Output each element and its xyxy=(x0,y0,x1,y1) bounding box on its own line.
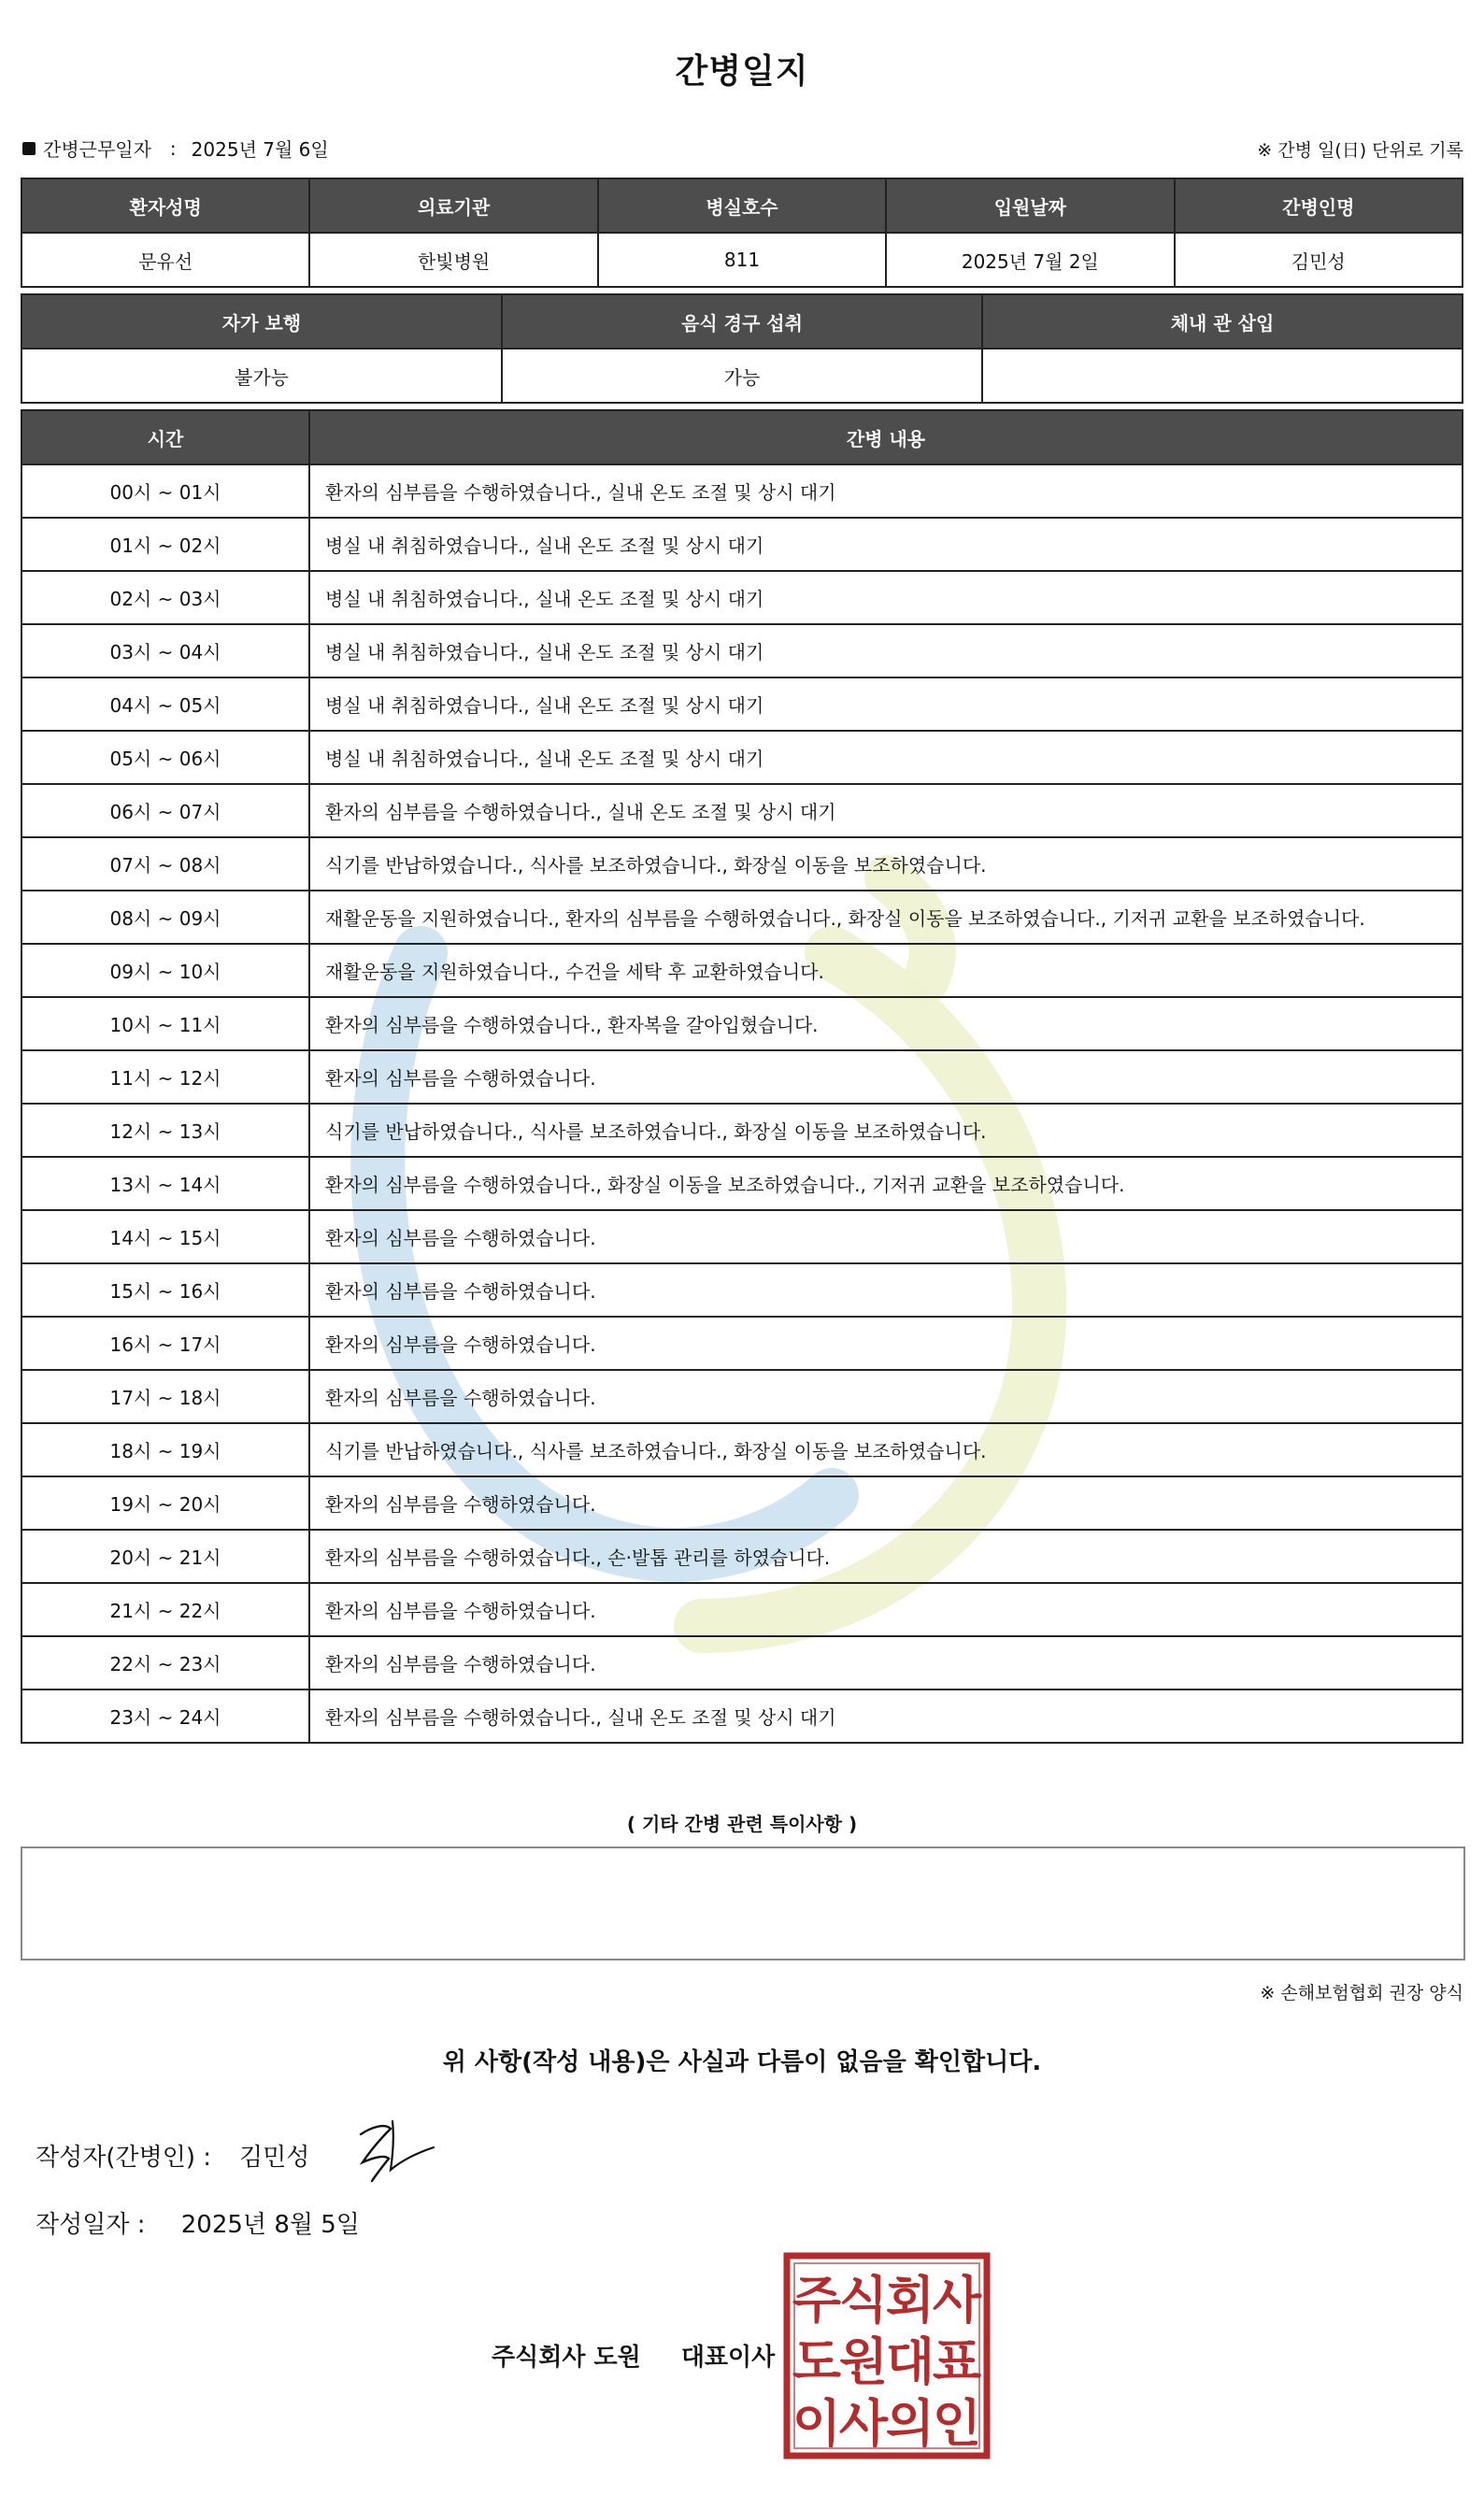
confirmation-statement: 위 사항(작성 내용)은 사실과 다름이 없음을 확인합니다. xyxy=(442,2048,1042,2076)
log-content-cell: 식기를 반납하였습니다., 식사를 보조하였습니다., 화장실 이동을 보조하였습니다. xyxy=(309,1423,1463,1476)
log-content-cell: 환자의 심부름을 수행하였습니다. xyxy=(309,1583,1463,1636)
stamp-character: 도 xyxy=(792,2332,842,2391)
log-content-cell: 환자의 심부름을 수행하였습니다., 실내 온도 조절 및 상시 대기 xyxy=(309,784,1463,837)
daily-record-note: ※ 간병 일(日) 단위로 기록 xyxy=(1257,140,1463,161)
log-time-cell: 22시 ~ 23시 xyxy=(21,1636,309,1689)
work-date-colon: : xyxy=(169,136,177,160)
tube-insertion-value xyxy=(982,349,1463,403)
stamp-character: 사 xyxy=(932,2271,982,2330)
log-content-cell: 병실 내 취침하였습니다., 실내 온도 조절 및 상시 대기 xyxy=(309,677,1463,731)
table-row xyxy=(21,1210,1463,1263)
log-time-cell: 13시 ~ 14시 xyxy=(21,1157,309,1210)
table-row xyxy=(21,571,1463,624)
table-row xyxy=(21,1050,1463,1104)
work-date-label: 간병근무일자 xyxy=(43,138,151,161)
header-patient-name: 환자성명 xyxy=(21,178,309,233)
company-line xyxy=(492,2338,775,2373)
signature-icon xyxy=(344,2114,437,2187)
table-row xyxy=(21,1583,1463,1636)
log-time-cell: 03시 ~ 04시 xyxy=(21,624,309,677)
log-time-cell: 09시 ~ 10시 xyxy=(21,944,309,997)
work-date xyxy=(22,135,329,162)
log-content-cell: 환자의 심부름을 수행하였습니다. xyxy=(309,1476,1463,1530)
patient-info-header-row xyxy=(21,178,1463,233)
special-notes-box xyxy=(21,1846,1465,1960)
writer-line xyxy=(36,2138,309,2173)
log-content-cell: 환자의 심부름을 수행하였습니다., 실내 온도 조절 및 상시 대기 xyxy=(309,1689,1463,1743)
log-content-cell: 환자의 심부름을 수행하였습니다., 환자복을 갈아입혔습니다. xyxy=(309,997,1463,1050)
header-time: 시간 xyxy=(21,410,309,464)
stamp-character: 대 xyxy=(885,2332,935,2391)
log-header-row xyxy=(21,410,1463,464)
stamp-character: 사 xyxy=(838,2394,889,2453)
table-row xyxy=(21,1263,1463,1317)
stamp-character: 식 xyxy=(838,2271,889,2330)
log-time-cell: 21시 ~ 22시 xyxy=(21,1583,309,1636)
log-time-cell: 06시 ~ 07시 xyxy=(21,784,309,837)
log-time-cell: 14시 ~ 15시 xyxy=(21,1210,309,1263)
table-row xyxy=(21,464,1463,518)
log-time-cell: 08시 ~ 09시 xyxy=(21,891,309,944)
log-content-cell: 환자의 심부름을 수행하였습니다. xyxy=(309,1317,1463,1370)
company-representative-title: 대표이사 xyxy=(680,2344,776,2372)
stamp-character: 원 xyxy=(838,2332,889,2391)
log-content-cell: 환자의 심부름을 수행하였습니다., 손·발톱 관리를 하였습니다. xyxy=(309,1530,1463,1583)
header-caregiver-name: 간병인명 xyxy=(1175,178,1463,233)
notes-title: ( 기타 간병 관련 특이사항 ) xyxy=(626,1813,858,1835)
table-row xyxy=(21,1104,1463,1157)
log-content-cell: 환자의 심부름을 수행하였습니다. xyxy=(309,1636,1463,1689)
log-time-cell: 07시 ~ 08시 xyxy=(21,837,309,891)
patient-info-table xyxy=(21,178,1463,288)
table-row xyxy=(21,1370,1463,1423)
table-row xyxy=(21,891,1463,944)
log-time-cell: 10시 ~ 11시 xyxy=(21,997,309,1050)
log-time-cell: 01시 ~ 02시 xyxy=(21,518,309,571)
table-row xyxy=(21,784,1463,837)
header-institution: 의료기관 xyxy=(309,178,597,233)
log-content-cell: 식기를 반납하였습니다., 식사를 보조하였습니다., 화장실 이동을 보조하였습니다. xyxy=(309,1104,1463,1157)
table-row xyxy=(21,1530,1463,1583)
writer-label: 작성자(간병인) : xyxy=(36,2144,212,2172)
log-content-cell: 병실 내 취침하였습니다., 실내 온도 조절 및 상시 대기 xyxy=(309,571,1463,624)
header-self-walking: 자가 보행 xyxy=(21,294,502,349)
table-row xyxy=(21,1689,1463,1743)
stamp-character: 표 xyxy=(932,2332,982,2391)
hourly-care-log-table xyxy=(21,409,1463,1744)
log-time-cell: 16시 ~ 17시 xyxy=(21,1317,309,1370)
stamp-character: 인 xyxy=(932,2394,982,2453)
page-title: 간병일지 xyxy=(675,52,809,91)
log-time-cell: 17시 ~ 18시 xyxy=(21,1370,309,1423)
log-time-cell: 15시 ~ 16시 xyxy=(21,1263,309,1317)
header-care-content: 간병 내용 xyxy=(309,410,1463,464)
log-content-cell: 재활운동을 지원하였습니다., 환자의 심부름을 수행하였습니다., 화장실 이동을 보조하였습니다., 기저귀 교환을 보조하였습니다. xyxy=(309,891,1463,944)
caregiver-name-value: 김민성 xyxy=(1175,233,1463,287)
log-time-cell: 12시 ~ 13시 xyxy=(21,1104,309,1157)
log-content-cell: 병실 내 취침하였습니다., 실내 온도 조절 및 상시 대기 xyxy=(309,624,1463,677)
header-tube-insertion: 체내 관 삽입 xyxy=(982,294,1463,349)
room-number-value: 811 xyxy=(598,233,886,287)
log-content-cell: 환자의 심부름을 수행하였습니다. xyxy=(309,1263,1463,1317)
log-content-cell: 환자의 심부름을 수행하였습니다. xyxy=(309,1210,1463,1263)
log-time-cell: 18시 ~ 19시 xyxy=(21,1423,309,1476)
log-time-cell: 02시 ~ 03시 xyxy=(21,571,309,624)
table-row xyxy=(21,1636,1463,1689)
log-content-cell: 병실 내 취침하였습니다., 실내 온도 조절 및 상시 대기 xyxy=(309,731,1463,784)
table-row xyxy=(21,624,1463,677)
table-row xyxy=(21,1317,1463,1370)
header-oral-intake: 음식 경구 섭취 xyxy=(502,294,982,349)
log-content-cell: 환자의 심부름을 수행하였습니다. xyxy=(309,1050,1463,1104)
institution-value: 한빛병원 xyxy=(309,233,597,287)
stamp-character: 이 xyxy=(792,2394,842,2453)
work-date-value: 2025년 7월 6일 xyxy=(191,138,329,161)
log-time-cell: 05시 ~ 06시 xyxy=(21,731,309,784)
stamp-character: 회 xyxy=(885,2271,935,2330)
header-room-number: 병실호수 xyxy=(598,178,886,233)
log-content-cell: 재활운동을 지원하였습니다., 수건을 세탁 후 교환하였습니다. xyxy=(309,944,1463,997)
log-time-cell: 04시 ~ 05시 xyxy=(21,677,309,731)
black-square-icon xyxy=(22,142,36,155)
log-content-cell: 환자의 심부름을 수행하였습니다., 실내 온도 조절 및 상시 대기 xyxy=(309,464,1463,518)
write-date-line xyxy=(36,2205,360,2240)
log-content-cell: 식기를 반납하였습니다., 식사를 보조하였습니다., 화장실 이동을 보조하였습니다. xyxy=(309,837,1463,891)
log-content-cell: 병실 내 취침하였습니다., 실내 온도 조절 및 상시 대기 xyxy=(309,518,1463,571)
table-row xyxy=(21,837,1463,891)
stamp-character: 의 xyxy=(885,2394,935,2453)
company-seal-icon xyxy=(783,2252,991,2459)
write-date-value: 2025년 8월 5일 xyxy=(180,2211,360,2239)
log-time-cell: 11시 ~ 12시 xyxy=(21,1050,309,1104)
patient-status-value-row xyxy=(21,349,1463,403)
table-row xyxy=(21,731,1463,784)
log-time-cell: 20시 ~ 21시 xyxy=(21,1530,309,1583)
log-content-cell: 환자의 심부름을 수행하였습니다. xyxy=(309,1370,1463,1423)
log-time-cell: 19시 ~ 20시 xyxy=(21,1476,309,1530)
header-admission-date: 입원날짜 xyxy=(886,178,1174,233)
log-content-cell: 환자의 심부름을 수행하였습니다., 화장실 이동을 보조하였습니다., 기저귀 교환을 보조하였습니다. xyxy=(309,1157,1463,1210)
stamp-character: 주 xyxy=(792,2271,842,2330)
table-row xyxy=(21,997,1463,1050)
log-time-cell: 23시 ~ 24시 xyxy=(21,1689,309,1743)
log-time-cell: 00시 ~ 01시 xyxy=(21,464,309,518)
writer-name: 김민성 xyxy=(239,2144,310,2172)
oral-intake-value: 가능 xyxy=(502,349,982,403)
write-date-label: 작성일자 : xyxy=(36,2211,146,2239)
table-row xyxy=(21,1157,1463,1210)
patient-name-value: 문유선 xyxy=(21,233,309,287)
self-walking-value: 불가능 xyxy=(21,349,502,403)
table-row xyxy=(21,1423,1463,1476)
form-source-note: ※ 손해보험협회 권장 양식 xyxy=(1260,1983,1463,2003)
table-row xyxy=(21,518,1463,571)
table-row xyxy=(21,677,1463,731)
table-row xyxy=(21,944,1463,997)
patient-info-value-row xyxy=(21,233,1463,287)
patient-status-table xyxy=(21,293,1463,404)
table-row xyxy=(21,1476,1463,1530)
company-name: 주식회사 도원 xyxy=(492,2344,641,2372)
patient-status-header-row xyxy=(21,294,1463,349)
admission-date-value: 2025년 7월 2일 xyxy=(886,233,1174,287)
